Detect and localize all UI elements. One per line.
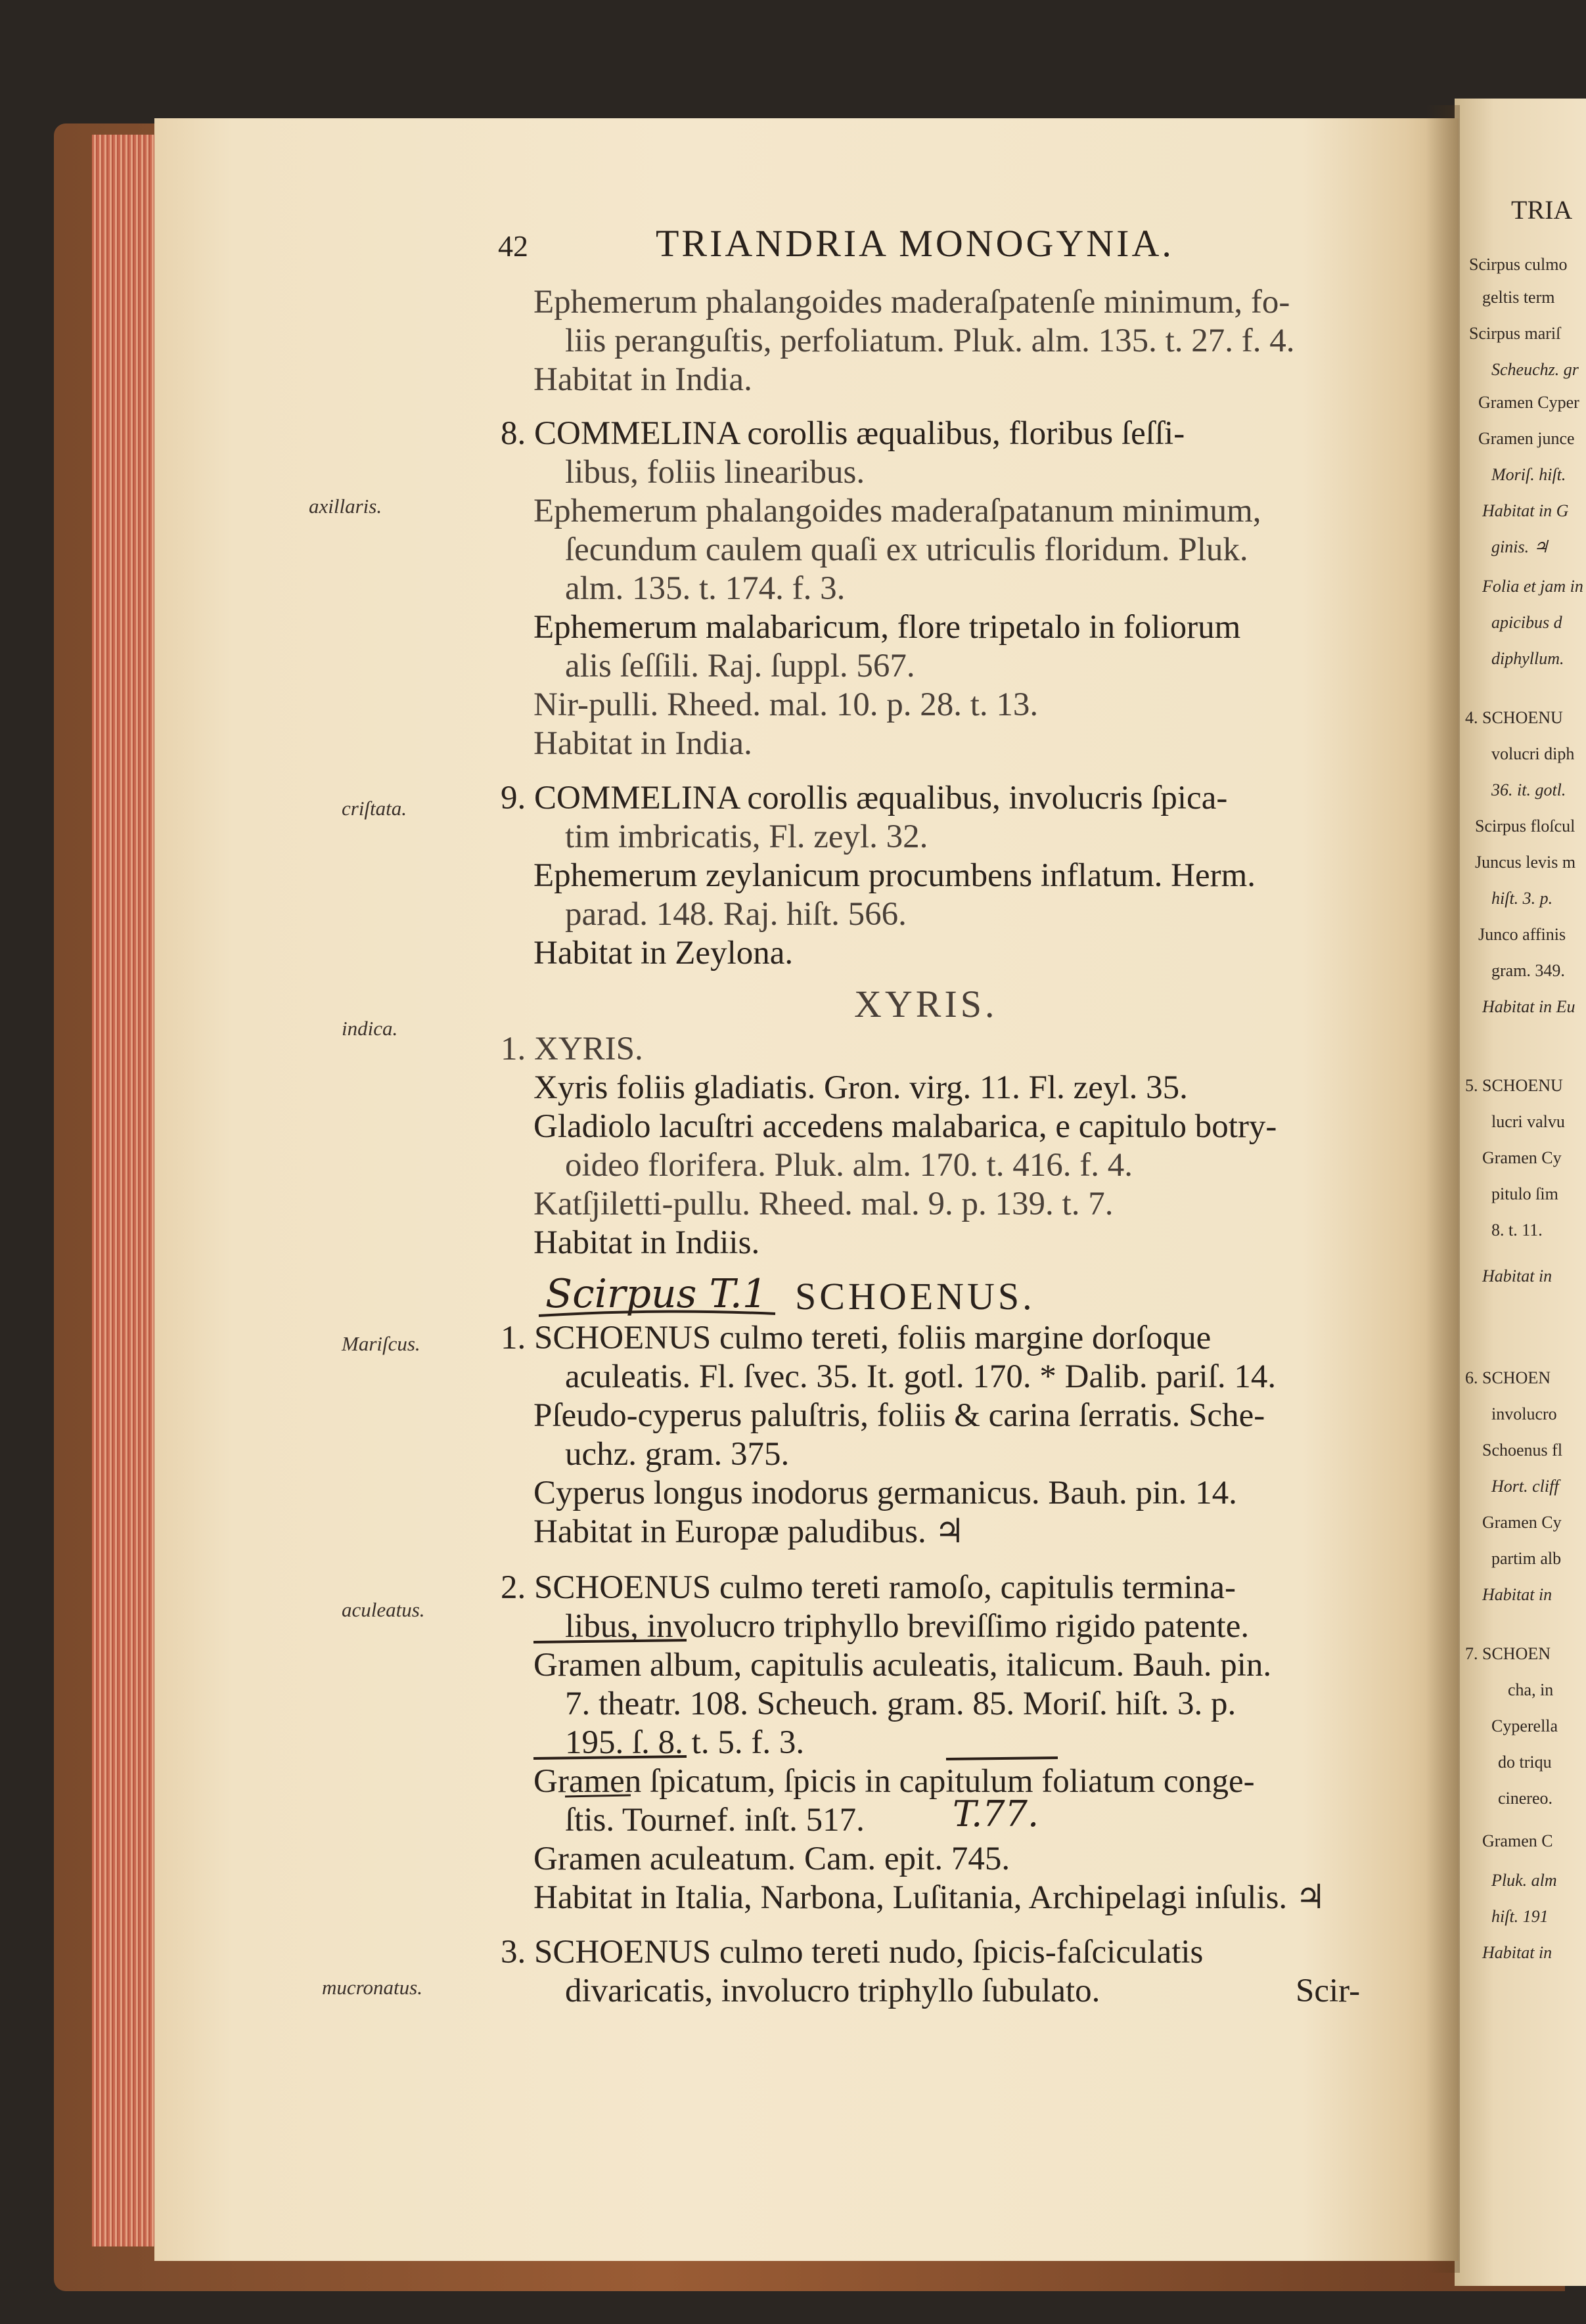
facing-text: Juncus levis m [1475, 853, 1576, 872]
text-line: Habitat in India. [533, 725, 752, 762]
text-line: 2. SCHOENUS culmo tereti ramoſo, capitulis termina- [501, 1569, 1236, 1606]
text-line: Ephemerum phalangoides maderaſpatenſe minimum, fo- [533, 284, 1290, 321]
text-line: 195. ſ. 8. t. 5. f. 3. [565, 1724, 805, 1761]
facing-text: ginis. ♃ [1491, 537, 1549, 556]
facing-text: 4. SCHOENU [1465, 708, 1563, 727]
text-line: aculeatis. Fl. ſvec. 35. It. gotl. 170. * Dalib. pariſ. 14. [565, 1358, 1277, 1395]
facing-text: gram. 349. [1491, 961, 1565, 980]
text-line: libus, involucro triphyllo breviſſimo rigido patente. [565, 1608, 1250, 1645]
text-line: Katſjiletti-pullu. Rheed. mal. 9. p. 139. t. 7. [533, 1186, 1114, 1222]
text-line: 9. COMMELINA corollis æqualibus, involucris ſpica- [501, 780, 1228, 816]
facing-text: involucro [1491, 1404, 1557, 1423]
handwritten-note: Scirpus T.1 [545, 1271, 767, 1317]
facing-text: Gramen Cy [1482, 1148, 1562, 1167]
handwritten-note: T.77. [953, 1793, 1039, 1835]
text-line: Habitat in Italia, Narbona, Luſitania, Archipelagi inſulis. ♃ [533, 1879, 1326, 1916]
facing-text: Hort. cliff [1491, 1477, 1559, 1496]
text-line: tim imbricatis, Fl. zeyl. 32. [565, 818, 928, 855]
facing-text: TRIA [1511, 195, 1573, 225]
facing-text: Scirpus culmo [1469, 255, 1568, 274]
text-line: oideo florifera. Pluk. alm. 170. t. 416. f. 4. [565, 1147, 1133, 1184]
text-line: liis peranguſtis, perfoliatum. Pluk. alm. 135. t. 27. f. 4. [565, 323, 1295, 359]
text-line: Xyris foliis gladiatis. Gron. virg. 11. Fl. zeyl. 35. [533, 1069, 1188, 1106]
text-line: Gramen ſpicatum, ſpicis in capitulum foliatum conge- [533, 1763, 1255, 1800]
facing-text: Scirpus mariſ [1469, 324, 1561, 343]
text-line: Nir-pulli. Rheed. mal. 10. p. 28. t. 13. [533, 686, 1039, 723]
text-line: divaricatis, involucro triphyllo ſubulato. [565, 1973, 1100, 2009]
text-line: uchz. gram. 375. [565, 1436, 790, 1473]
facing-text: cinereo. [1498, 1789, 1553, 1808]
text-line: 8. COMMELINA corollis æqualibus, floribus ſeſſi- [501, 415, 1185, 452]
genus-heading-xyris: XYRIS. [854, 983, 998, 1025]
facing-text: geltis term [1482, 288, 1555, 307]
facing-text: Pluk. alm [1491, 1871, 1557, 1890]
facing-text: Habitat in [1482, 1943, 1552, 1962]
text-line: 1. XYRIS. [501, 1031, 643, 1067]
facing-text: 6. SCHOEN [1465, 1368, 1551, 1387]
text-line: Ephemerum phalangoides maderaſpatanum minimum, [533, 493, 1261, 529]
facing-text: Junco affinis [1478, 925, 1566, 944]
facing-text: Folia et jam in [1482, 577, 1583, 596]
text-line: alis ſeſſili. Raj. ſuppl. 567. [565, 648, 915, 684]
text-line: Gramen album, capitulis aculeatis, italicum. Bauh. pin. [533, 1647, 1272, 1684]
text-line: ſtis. Tournef. inſt. 517. [565, 1802, 865, 1839]
facing-text: diphyllum. [1491, 649, 1564, 668]
catchword: Scir- [1296, 1973, 1361, 2009]
margin-note: criſtata. [342, 797, 407, 820]
facing-text: lucri valvu [1491, 1112, 1565, 1131]
facing-text: 7. SCHOEN [1465, 1644, 1551, 1663]
facing-text: Gramen Cy [1482, 1513, 1562, 1532]
margin-note: axillaris. [309, 495, 382, 518]
facing-text: Gramen Cyper [1478, 393, 1579, 412]
facing-text: Cyperella [1491, 1716, 1558, 1735]
text-line: Habitat in Europæ paludibus. ♃ [533, 1513, 965, 1550]
text-line: libus, foliis linearibus. [565, 454, 865, 491]
text-line: Cyperus longus inodorus germanicus. Bauh. pin. 14. [533, 1475, 1237, 1511]
facing-text: Moriſ. hiſt. [1491, 465, 1566, 484]
page-title: TRIANDRIA MONOGYNIA. [656, 222, 1174, 265]
facing-text: 36. it. gotl. [1491, 780, 1566, 799]
facing-text: partim alb [1491, 1549, 1562, 1568]
text-line: 1. SCHOENUS culmo tereti, foliis margine dorſoque [501, 1320, 1212, 1356]
facing-text: cha, in [1508, 1680, 1554, 1699]
facing-text: Schoenus fl [1482, 1441, 1563, 1460]
facing-text: Scirpus floſcul [1475, 816, 1575, 836]
margin-note: aculeatus. [342, 1598, 425, 1621]
text-line: Habitat in Zeylona. [533, 935, 794, 972]
text-line: Gladiolo lacuſtri accedens malabarica, e capitulo botry- [533, 1108, 1277, 1145]
text-line: Gramen aculeatum. Cam. epit. 745. [533, 1841, 1010, 1877]
text-line: parad. 148. Raj. hiſt. 566. [565, 896, 907, 933]
facing-text: 5. SCHOENU [1465, 1076, 1563, 1095]
text-line: Habitat in Indiis. [533, 1224, 760, 1261]
text-line: Habitat in India. [533, 361, 752, 398]
facing-text: Scheuchz. gr [1491, 360, 1579, 379]
facing-text: apicibus d [1491, 613, 1562, 632]
facing-text: Habitat in [1482, 1266, 1552, 1285]
text-line: Ephemerum malabaricum, flore tripetalo in foliorum [533, 609, 1241, 646]
text-line: ſecundum caulem quaſi ex utriculis floridum. Pluk. [565, 531, 1248, 568]
text-line: alm. 135. t. 174. f. 3. [565, 570, 846, 607]
text-line: Ephemerum zeylanicum procumbens inflatum. Herm. [533, 857, 1256, 894]
text-line: Pſeudo-cyperus paluſtris, foliis & carina ſerratis. Sche- [533, 1397, 1265, 1434]
genus-heading-schoenus: SCHOENUS. [795, 1275, 1035, 1318]
margin-note: indica. [342, 1017, 398, 1040]
facing-text: pitulo ſim [1491, 1184, 1558, 1203]
page-number: 42 [498, 229, 528, 263]
facing-text: do triqu [1498, 1753, 1552, 1772]
margin-note: mucronatus. [322, 1976, 422, 1999]
text-line: 3. SCHOENUS culmo tereti nudo, ſpicis-faſciculatis [501, 1934, 1204, 1971]
facing-text: 8. t. 11. [1491, 1220, 1543, 1240]
facing-text: hiſt. 3. p. [1491, 889, 1553, 908]
facing-text: Gramen C [1482, 1831, 1553, 1850]
facing-text: Habitat in G [1482, 501, 1569, 520]
margin-note: Mariſcus. [342, 1332, 420, 1355]
facing-text: volucri diph [1491, 744, 1575, 763]
facing-text: Habitat in [1482, 1585, 1552, 1604]
text-line: 7. theatr. 108. Scheuch. gram. 85. Moriſ. hiſt. 3. p. [565, 1686, 1236, 1722]
facing-text: Habitat in Eu [1482, 997, 1575, 1016]
facing-text: Gramen junce [1478, 429, 1575, 448]
facing-text: hiſt. 191 [1491, 1907, 1549, 1926]
